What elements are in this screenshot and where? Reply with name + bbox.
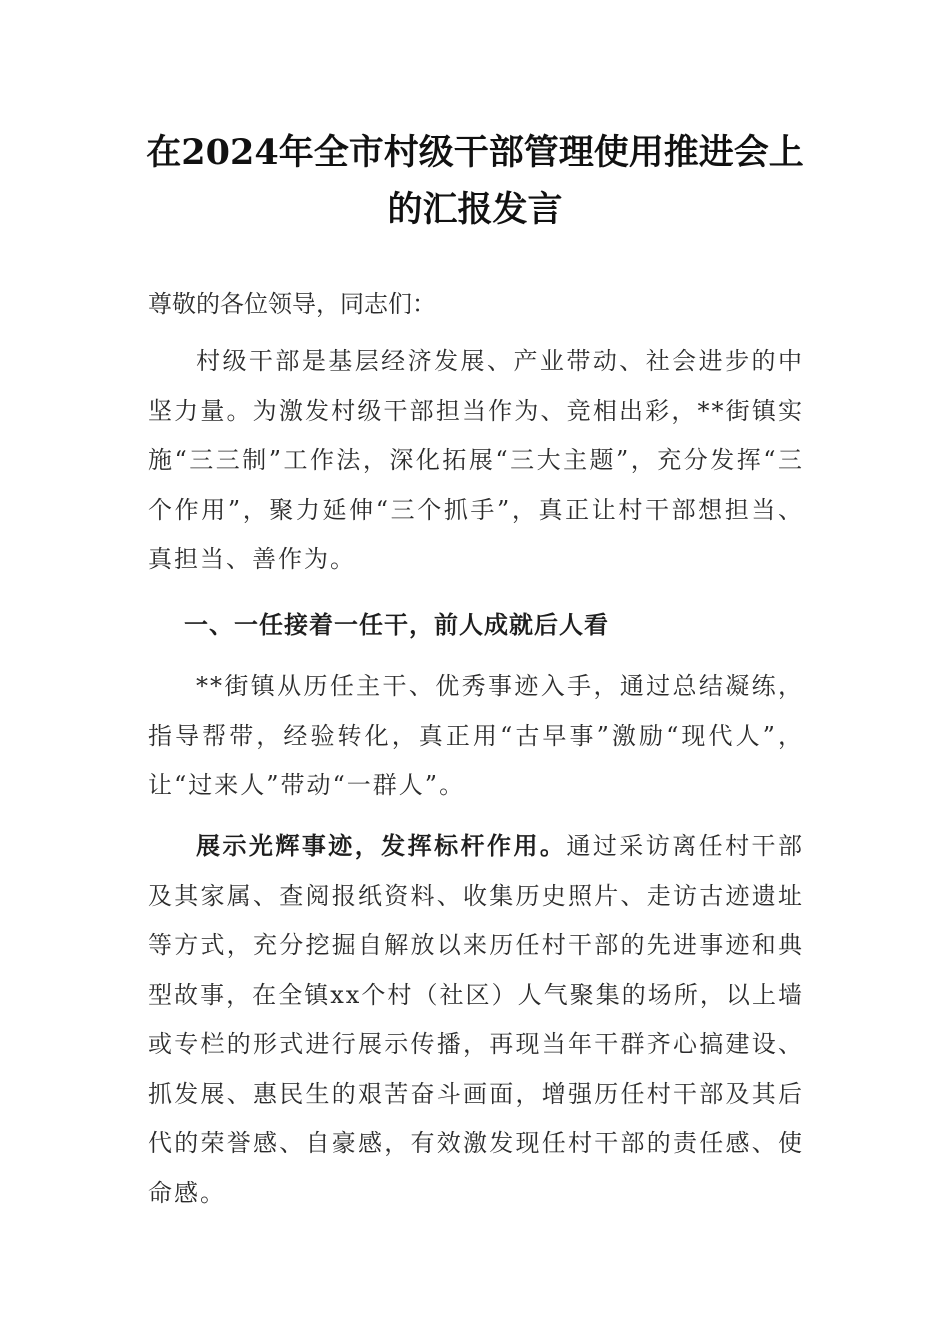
paragraph-lead: 展示光辉事迹，发挥标杆作用。 — [196, 831, 567, 860]
section-heading-1: 一、一任接着一任干，前人成就后人看 — [184, 610, 609, 639]
paragraph-body: 通过采访离任村干部及其家属、查阅报纸资料、收集历史照片、走访古迹遗址等方式，充分挖掘自解放以来历任村干部的先进事迹和典型故事，在全镇xx个村（社区）人气聚集的场所，以上墙或专栏的形式进行展示传播，再现当年干群齐心搞建设、抓发展、惠民生的艰苦奋斗画面，增强历任村干部及其后代的荣誉感、自豪感，有效激发现任村干部的责任感、使命感。 — [148, 832, 805, 1207]
title-line-2: 的汇报发言 — [387, 189, 563, 230]
title-line-1: 在2024年全市村级干部管理使用推进会上 — [146, 132, 804, 173]
paragraph-section-1: **街镇从历任主干、优秀事迹入手，通过总结凝练，指导帮带，经验转化，真正用“古早事”激励“现代人”，让“过来人”带动“一群人”。 — [148, 672, 804, 799]
document-title — [140, 124, 810, 238]
greeting: 尊敬的各位领导，同志们： — [148, 290, 436, 318]
paragraph-highlight — [148, 821, 804, 1218]
paragraph-intro: 村级干部是基层经济发展、产业带动、社会进步的中坚力量。为激发村级干部担当作为、竞相出彩，**街镇实施“三三制”工作法，深化拓展“三大主题”，充分发挥“三个作用”，聚力延伸“三个抓手”，真正让村干部想担当、真担当、善作为。 — [148, 347, 804, 573]
